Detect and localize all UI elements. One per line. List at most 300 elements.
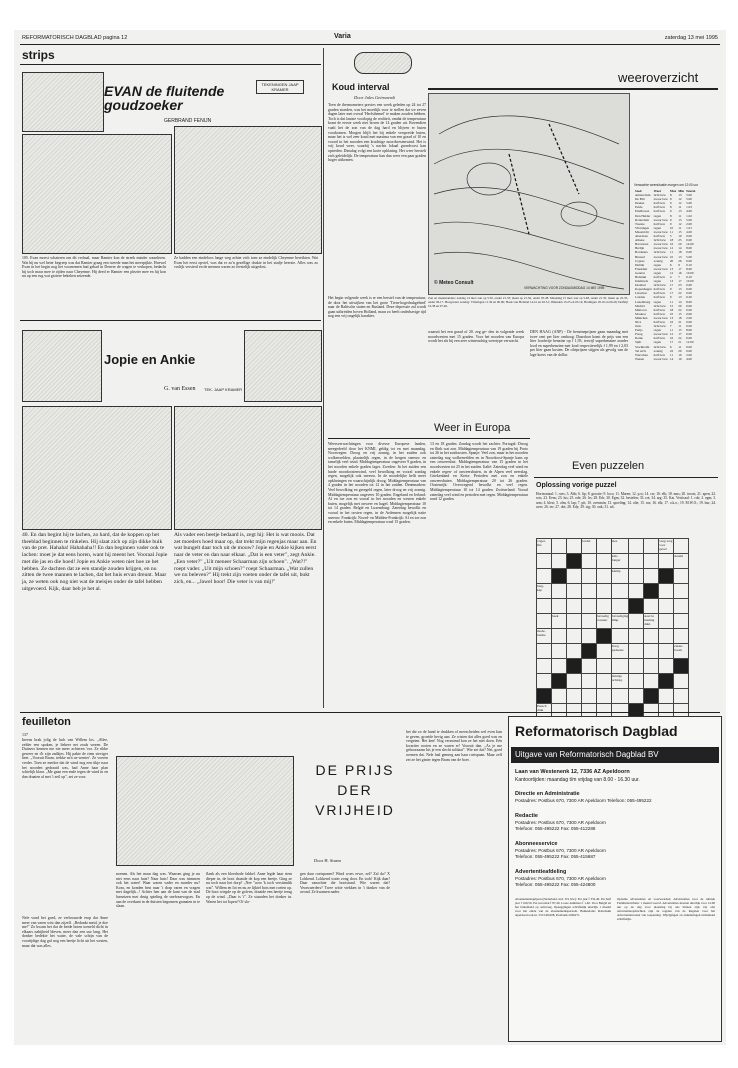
table-cell: half bew <box>653 320 666 324</box>
table-cell: 25 <box>678 238 682 243</box>
puzzle-cell[interactable] <box>674 659 689 674</box>
weeroverzicht-title: weeroverzicht <box>618 70 699 85</box>
evan-comic-panel-1 <box>22 134 172 254</box>
table-cell: 8.00 <box>686 246 692 251</box>
puzzle-cell[interactable]: vaag zorg voor gevel <box>659 539 674 554</box>
table-cell: zwaar bew <box>653 356 668 361</box>
weather-mid-text: waaruit het een graad of 20. zeg ge- den in volgende week noordwesten met 15 graden. Voor het noorden van Europa wordt het als bij een zeer winterachtig weertype verwacht. <box>428 330 524 344</box>
table-cell: 18 <box>678 315 682 320</box>
puzzle-cell[interactable] <box>552 659 567 674</box>
puzzle-cell[interactable] <box>582 599 597 614</box>
puzzle-cell[interactable] <box>567 674 582 689</box>
puzzle-cell[interactable] <box>629 569 644 584</box>
evan-text-left: 105. Evan moest schateren om dit verhaal, maar Ramier kon de streek minder waarderen. Wat hij nu wel beter begreep was dat Ramier graag een tweede man het meerpijkte. Hoewel Evan in het begin nog het voornemen had gehad in Denver de wagen te verkopen, bedacht hij toch maar mee te rijden naar Cheyenne. Hij deed er Ramier een plezier mee en hij kon nu op een rug wat grotere bekeken zeizende. <box>22 256 166 279</box>
table-cell: 22 <box>678 336 682 341</box>
puzzle-grid-row <box>537 614 689 629</box>
table-cell: regen <box>653 299 661 304</box>
table-cell: Split <box>635 340 642 345</box>
puzzle-cell[interactable]: kilo- langer <box>612 554 629 569</box>
puzzle-cell[interactable]: mode- laatste <box>537 629 552 644</box>
puzzle-cell[interactable] <box>659 644 674 659</box>
puzzle-cell[interactable] <box>674 674 689 689</box>
puzzle-cell[interactable] <box>552 629 567 644</box>
puzzle-cell[interactable] <box>659 689 674 704</box>
puzzle-cell[interactable] <box>629 659 644 674</box>
puzzle-cell[interactable]: vogel- file <box>537 539 552 554</box>
table-cell: half bew <box>653 234 666 239</box>
puzzle-cell[interactable] <box>567 614 582 629</box>
table-cell: half bew <box>653 336 666 341</box>
puzzle-cell[interactable] <box>644 689 659 704</box>
table-cell: 0.00 <box>686 311 692 316</box>
table-cell: 1.03 <box>686 205 692 210</box>
puzzle-cell[interactable] <box>567 689 582 704</box>
table-cell: 11 <box>669 229 674 234</box>
table-cell: Eelde <box>635 205 643 210</box>
weather-map-isobars <box>429 94 629 294</box>
puzzle-cell[interactable] <box>644 674 659 689</box>
table-cell: 8.00 <box>686 266 692 271</box>
puzzle-cell[interactable] <box>659 599 674 614</box>
puzzle-cell[interactable] <box>597 689 612 704</box>
puzzle-cell[interactable] <box>597 569 612 584</box>
puzzle-cell[interactable] <box>674 629 689 644</box>
puzzle-cell[interactable] <box>567 584 582 599</box>
table-cell: 12 <box>669 332 674 337</box>
table-cell: Bordeaux <box>635 250 648 255</box>
table-cell: 10.00 <box>686 270 694 275</box>
puzzle-cell[interactable] <box>597 659 612 674</box>
table-cell: Tel Aviv <box>635 348 647 353</box>
table-cell: 8 <box>669 213 672 218</box>
puzzle-cell[interactable] <box>644 539 659 554</box>
puzzle-cell[interactable] <box>552 554 567 569</box>
weather-table-box <box>634 189 720 489</box>
table-cell: 7 <box>669 324 672 329</box>
table-cell: Rotterdam <box>635 217 649 222</box>
table-cell: 22 <box>678 307 682 312</box>
table-cell: 14 <box>678 299 682 304</box>
puzzle-cell[interactable] <box>629 644 644 659</box>
puzzle-cell[interactable] <box>612 599 629 614</box>
puzzle-cell[interactable] <box>597 539 612 554</box>
puzzle-cell[interactable] <box>597 599 612 614</box>
header-rule <box>20 44 720 45</box>
newspaper-page <box>14 30 726 1045</box>
puzzle-cell[interactable]: steuntl <box>674 554 689 569</box>
table-caption: Verwachte weersituatie morgen om 12:00 uur <box>634 183 699 187</box>
table-cell: regen <box>653 225 661 230</box>
puzzle-cell[interactable] <box>659 554 674 569</box>
puzzle-cell[interactable] <box>629 599 644 614</box>
evan-title: EVAN de fluitende goudzoeker <box>104 83 225 113</box>
puzzle-cell[interactable]: bevrediging limp. <box>612 614 629 629</box>
table-cell: 13 <box>678 209 682 214</box>
table-cell: 15 <box>669 303 674 308</box>
colophon-publisher: Uitgave van Reformatorisch Dagblad BV <box>511 747 719 763</box>
europa-rule <box>328 438 530 439</box>
puzzle-cell[interactable] <box>552 599 567 614</box>
table-cell: 9 <box>669 287 672 292</box>
feuilleton-col3: noenen. Als het maar dag was. Waarom ging je nu niet eens naar huis? Naar huis! Daar was trimmen ook het water! Waar waren vader en moeder nu? Kom, en konden best naar 't dorp varen en vragen met dagelijk...! Achter hen aan de kant van de stad harsetzen met druig spieling de snelvaarvogses. En aan de overkant in de duisten begonnen granaten in te slaan. <box>116 872 200 909</box>
puzzle-cell[interactable]: mistige achtrag. <box>612 674 629 689</box>
puzzle-cell[interactable] <box>644 644 659 659</box>
puzzle-cell[interactable] <box>567 659 582 674</box>
strips-rule <box>20 64 321 65</box>
table-cell: 5.00 <box>686 254 692 259</box>
table-cell: 5.00 <box>686 217 692 222</box>
table-cell: half bew <box>653 291 666 296</box>
table-cell: half bew <box>653 287 666 292</box>
jopie-girl-drawing <box>22 330 102 402</box>
table-cell: licht bew <box>653 250 666 255</box>
table-cell: 12 <box>678 197 682 202</box>
feuilleton-number: 137 <box>22 732 28 737</box>
puzzle-cell[interactable] <box>552 569 567 584</box>
puzzle-cell[interactable] <box>612 659 629 674</box>
table-cell: 6.00 <box>686 332 692 337</box>
table-cell: zonnig <box>653 348 663 353</box>
puzzle-cell[interactable] <box>567 539 582 554</box>
table-cell: Warschau <box>635 352 648 357</box>
puzzle-cell[interactable] <box>629 629 644 644</box>
koud-text-2: Het begin volgende week is er een herstel van de temperatuur, de door het uitwijken van het grote 'Tiern-hogedrukgebied' naar de Baltische staten en Rusland. Deze depressie zal wordt gaan uitbreiden boven Holland, maar zo heeft onderhavige tijd nog een vrij ongelijk karakter. <box>328 296 426 319</box>
feuilleton-col4: flank als een bloedrode fakkel. Anne legde haar riem dieper in, de boot draaide de kop een beetje. Ging ze nu toch naar het dorp? „Nee "ooro 'k toch verstinnlik wat". Willem en Iot en nu ze lijktel bots met roeien op. De boot wiegde op de golven, draaide een heetje terug op de wind. „Daar is 't". Ze stuurden het donker in. Waren het tot Iopen? Of slo- <box>206 872 292 904</box>
puzzle-cell[interactable] <box>567 569 582 584</box>
puzzle-cell[interactable] <box>644 569 659 584</box>
colophon-address: Laan van Westenenk 12, 7336 AZ Apeldoorn <box>515 769 630 775</box>
puzzle-cell[interactable] <box>659 614 674 629</box>
table-cell: Cyprus <box>635 258 645 263</box>
evan-comic-panel-2 <box>174 126 322 254</box>
table-cell: 11 <box>678 324 682 329</box>
feuilleton-title: DE PRIJS DER VRIJHEID <box>315 762 395 818</box>
puzzle-cell[interactable] <box>552 644 567 659</box>
puzzle-cell[interactable] <box>629 584 644 599</box>
puzzle-solution-text: Horizontaal: 1. roes; 3. Abb; 6. lip; 8. grootte; 9. loco; 11. Maren; 12. p.st; 14. csr; 16. elk; 18. mus; 20. troost; 21. apen; 22. rots; 23. Eens; 23. lus; 25. ode; 26. lrs; 28. Erk; 30. Egm; 32. bestelen; 33. rot; 34. arg; 35. Kat. Verticaal: 1. rob; 2. egm; 3. arm; 4. blest; 5. olm; 6. lap; 7. pit; 10. ovenmin; 13. spoeling; 14. olie; 15. rus; 16. elk; 17. o.k.o.; 19. M.W.O.; 19. bur; 24. uver; 26. ter; 27. obt; 28. Edy; 29. stg; 30. onk; 31. aft. <box>536 492 716 510</box>
table-cell: 15 <box>678 328 682 333</box>
table-cell: 26 <box>678 258 682 263</box>
puzzle-cell[interactable]: zuster- boom <box>674 644 689 659</box>
puzzle-cell[interactable]: bevredig coureur <box>597 614 612 629</box>
table-cell: zonnig <box>653 258 663 263</box>
table-cell: Nice <box>635 320 642 324</box>
weather-table-header-cell: Min <box>678 189 685 193</box>
map-source: © Meteo Consult <box>434 280 474 286</box>
puzzle-cell[interactable] <box>582 644 597 659</box>
puzzle-cell[interactable] <box>612 584 629 599</box>
puzzle-cell[interactable] <box>629 539 644 554</box>
table-cell: 23 <box>678 283 682 288</box>
table-cell: 0.00 <box>686 348 692 353</box>
koud-title: Koud interval <box>332 82 390 92</box>
weather-table-body <box>634 193 697 361</box>
table-cell: Mallorca <box>635 307 647 312</box>
table-cell: regen <box>653 213 661 218</box>
puzzle-cell[interactable] <box>537 569 552 584</box>
table-cell: 0.00 <box>686 344 692 349</box>
table-cell: licht bew <box>653 303 666 308</box>
table-cell: 0.00 <box>686 238 692 243</box>
puzzle-cell[interactable] <box>552 674 567 689</box>
puzzle-cell[interactable] <box>582 554 597 569</box>
puzzle-grid-row <box>537 584 689 599</box>
puzzle-cell[interactable] <box>537 689 552 704</box>
puzzle-cell[interactable] <box>567 554 582 569</box>
table-cell: 10 <box>678 234 682 239</box>
puzzle-cell[interactable] <box>629 554 644 569</box>
jopie-comic-panel-1 <box>22 406 172 530</box>
jopie-comic-panel-2 <box>174 406 322 530</box>
table-cell: half bew <box>653 295 666 300</box>
adv-head: Advertentieafdeling <box>515 869 567 875</box>
jopie-rule <box>20 320 321 321</box>
puzzle-cell[interactable] <box>674 599 689 614</box>
puzzle-cell[interactable] <box>552 689 567 704</box>
feuilleton-photo <box>116 756 294 866</box>
puzzle-cell[interactable] <box>644 599 659 614</box>
jopie-credit: G. van Essen <box>164 386 196 392</box>
table-cell: Deelen <box>635 201 645 206</box>
table-cell: 14 <box>678 246 682 251</box>
puzzle-cell[interactable] <box>582 689 597 704</box>
puzzle-cell[interactable] <box>659 629 674 644</box>
puzzle-cell[interactable]: beek <box>552 614 567 629</box>
table-cell: Barcelona <box>635 242 649 247</box>
puzzle-cell[interactable] <box>597 554 612 569</box>
puzzle-cell[interactable] <box>582 569 597 584</box>
puzzle-cell[interactable] <box>582 629 597 644</box>
table-cell: 22 <box>669 348 674 353</box>
table-cell: zwaar bew <box>653 266 668 271</box>
koud-text: Toen de thermometers precies een week geleden op 24 tot 27 graden stonden, was het moeilijk voor te stellen dat we zeven dagen later met overal 'Herfsthemel' te maken zouden hebben. Toch is dat laatste voorlopig de realiteit, omdat de temperatuur komt de eerste week niet boven de 14 graden uit. Bovendien vaalt het de zon van de dag hard en blijven er buien voorkomen. Morgen blijft het bij enkele verspreide buien, maar het is wel zeer koud met maxima van een graad of 10 en vooral in het noorden een krachtige noordwestenwind. Het is vrij koud weer, waarbij 's nachts lokaal grondvorst kan optreden. Dinsdag volgt een korte opklaring. Het weer herstelt zich geleidelijk. De temperatuur kan dan weer een paar graden hoger uitkomen. <box>328 103 426 163</box>
weather-table-header-cell: Stad <box>635 189 642 193</box>
table-cell: 9 <box>669 197 672 202</box>
puzzle-cell[interactable] <box>567 599 582 614</box>
table-cell: 12 <box>669 270 674 275</box>
adv-text: Postadres: Postbus 670, 7300 AR Apeldoorn Telefoon: 055-495222 Fax: 055-424800 <box>515 876 606 887</box>
table-cell: 21 <box>678 320 682 324</box>
table-cell: 4 <box>669 274 672 279</box>
table-cell: 6 <box>669 262 672 267</box>
colophon-small-left: Abonnementsprijzen (Nederland, incl. 6% btw): Per jaar f 332,40. Per half jaar f 169,50. Per kwartaal f 87,40. Losse nummers f 1,40. Voor België en het buitenland op aanvraag. Opzeggingen schriftelijk uiterlijk 1 maand voor het einde van de abonnementsperiode. Bankrelatie: Rabobank Apeldoorn rek.nr. 3313.48.608, Postbank 2266271. <box>515 897 611 917</box>
feuilleton-col5: gen daar roeispanen? Wind woes erwe, zel? Zal da? X Lokkend. Lokkend water zong door. En toch! Kijk daar! Daar vanachter die bootstand. Wie waren dat? Verawaerders? Twee witte viekken in 't donker van de avond. Ze kwamen nader. <box>300 872 390 895</box>
puzzle-cell[interactable] <box>537 644 552 659</box>
table-cell: licht bew <box>653 238 666 243</box>
table-cell: 6 <box>669 344 672 349</box>
table-cell: 2.00 <box>686 315 692 320</box>
table-cell: Genève <box>635 270 646 275</box>
puzzle-cell[interactable] <box>659 584 674 599</box>
table-cell: zwaar bew <box>653 217 668 222</box>
weather-map <box>428 93 630 295</box>
column-divider <box>323 48 324 708</box>
puzzle-cell[interactable] <box>567 644 582 659</box>
table-cell: 5.00 <box>686 197 692 202</box>
puzzle-cell[interactable] <box>674 539 689 554</box>
table-cell: Eindhoven <box>635 209 650 214</box>
table-cell: 12 <box>678 201 682 206</box>
table-cell: Wenen <box>635 356 645 361</box>
table-cell: 8.00 <box>686 328 692 333</box>
puzzle-cell[interactable]: slee <box>612 539 629 554</box>
table-cell: zwaar bew <box>653 315 668 320</box>
table-cell: 17 <box>678 279 682 284</box>
table-cell: regen <box>653 262 661 267</box>
puzzle-cell[interactable] <box>597 644 612 659</box>
puzzle-cell[interactable] <box>629 689 644 704</box>
table-cell: 10 <box>669 254 674 259</box>
table-cell: Maastricht <box>635 229 650 234</box>
puzzle-cell[interactable] <box>674 614 689 629</box>
puzzle-cell[interactable]: steel in leuning dakl. <box>644 614 659 629</box>
table-cell: Madrid <box>635 303 645 308</box>
puzzle-grid-box <box>536 538 716 712</box>
puzzle-cell[interactable] <box>644 659 659 674</box>
table-cell: Innsbruck <box>635 279 649 284</box>
puzzle-cell[interactable] <box>659 674 674 689</box>
puzzle-cell[interactable] <box>644 584 659 599</box>
table-cell: Helsinki <box>635 274 647 279</box>
puzzle-cell[interactable] <box>674 584 689 599</box>
puzzle-cell[interactable] <box>597 584 612 599</box>
table-cell: 18 <box>678 250 682 255</box>
table-cell: 16 <box>669 336 674 341</box>
table-cell: half bew <box>653 221 666 226</box>
puzzle-cell[interactable] <box>582 614 597 629</box>
puzzle-cell[interactable]: hoog gedeeste <box>612 644 629 659</box>
weather-table-header-cell: Weer <box>653 189 662 193</box>
puzzle-cell[interactable] <box>597 629 612 644</box>
table-cell: zwaar bew <box>653 242 668 247</box>
table-cell: regen <box>653 340 661 345</box>
puzzle-cell[interactable] <box>659 659 674 674</box>
table-cell: 14 <box>669 356 674 361</box>
table-cell: 0.00 <box>686 320 692 324</box>
table-cell: 9 <box>669 217 672 222</box>
table-cell: 5.00 <box>686 201 692 206</box>
abo-text: Postadres: Postbus 670, 7300 AR Apeldoorn Telefoon: 055-495222 Fax: 055-415687 <box>515 848 606 859</box>
jopie-text-right: Als vader een beetje bedaard is, zegt hij: Het is wat moois. Dat zet moeders hoed maar op, dat trekt mijn regenjas maar aan. En wat bungelt daar toch uit de mouw? Jopie en Ankie kijken eerst naar de veter en dan naar elkaar. „Dat is een veter", zegt Ankie. „Een veter?" „Uit meneer Schaarman zijn schoen". „Wat?!" roept vader. „Uit mijn schoen?" roept Schaarman. „Wat zullen we nu beleven?" Hij trekt zijn voeten onder de tafel uit, bukt zich, en... „Jawel hoor! Die veter is van mij!" <box>174 532 317 585</box>
table-cell: 13 <box>669 279 674 284</box>
puzzle-cell[interactable] <box>644 629 659 644</box>
feuilleton-col6: het die zo de hand te drukken of meescheiden wel even kun te geven, groeide hevig aan. Ze wisten dat alles goed was en vergeten. Het ken! Nog verzuimd kon ze het niet doen. Eén kwartier rooien en ze waren er! Vooruit dan. „As je me gehoorzaam bis je een slecht soldaat". Wie zei dat? Net, goed roemen dat. Nele had gemerg aan haar roeispaan. Maar zelf zei ze het ginter tegen Bram van de boer. <box>406 730 502 762</box>
table-cell: 13 <box>678 287 682 292</box>
table-cell: 0.00 <box>686 287 692 292</box>
puzzle-grid-row <box>537 539 689 554</box>
puzzle-cell[interactable] <box>537 659 552 674</box>
table-cell: 0.00 <box>686 283 692 288</box>
table-cell: regen <box>653 270 661 275</box>
puzzle-cell[interactable] <box>644 554 659 569</box>
jopie-text-left: 40. En dan begint hij te lachen, zo hard, dat de koppen op het theeblad beginnen te rinkelen. Hij slaat zich op zijn dikke buik van de pret. Hahaha! Hahahaha!! En dan beginnen vader ook te lachen: moet je dat eens horen, want hij meent het. Vooraal Jopie met die jas en die hoed! Jopie en Ankie weten niet hoe ze het hebben. Ze dachten dat ze een standje zouden krijgen, en nu zitten de twee mannen te lachen, dat het huis ervan dreunt. Maar ja, ze weten ook nog niet wat de meisjes onder de tafel hebben uitgevoerd. Kijk, daar heb je het al. <box>22 532 168 592</box>
puzzle-cell[interactable] <box>567 629 582 644</box>
table-cell: 16 <box>669 242 674 247</box>
puzzle-cell[interactable] <box>612 629 629 644</box>
table-cell: Twente <box>635 221 645 226</box>
table-cell: De Bilt <box>635 197 645 202</box>
puzzle-cell[interactable] <box>659 569 674 584</box>
evan-text-right: Ze hadden een eindeloos lange weg achter zich toen ze eindelijk Cheyenne bereikten. Wat Evan het eerst opviel, was dat er zo'n gezellige drukte in het stadje heerste. Alles was zo vrolijk versierd en de mensen waren zo feestelijk uitgedost. <box>174 256 318 270</box>
puzzle-cell[interactable] <box>582 674 597 689</box>
feuilleton-col2: Nele vond het goed, ze verbrouwde erop dat Anne meer van varen wist dan zijzelf. „Bedankt meid, je doe me!" Zo kwam het dat de beide boten toeneld dicht in elkaars nabijheid bleven, meer dan een uur lang. Het donker bedekte het water, de vale schijn van de voortijdige dag gaf nog een beetje licht uit het westen, maar dat was alles. <box>22 916 108 948</box>
map-text: Zon en maanstanden: zondag 14 mei: zon op 5.50, onder 21.33; maan op 21.56, onder 05.28. Maandag 15 mei: zon op 5.48, onder 21.35; maan op 22.35, onder 06.17. Hoogwater zondag: Vlissingen 11.36 en 00.06; Hoek van Holland 14.41 en 02.51; IJmuiden 15.25 en 03.14; Harlingen 18.10 en 06.26; Delfzijl 19.38 en 07.46. <box>428 296 628 308</box>
table-cell: half bew <box>653 311 666 316</box>
puzzle-grid-row <box>537 644 689 659</box>
puzzle-cell[interactable] <box>537 599 552 614</box>
colophon-title: Reformatorisch Dagblad <box>515 723 678 739</box>
table-cell: 0.00 <box>686 291 692 296</box>
colophon-box <box>508 716 722 1042</box>
puzzle-cell[interactable] <box>552 539 567 554</box>
puzzle-cell[interactable] <box>537 614 552 629</box>
weather-table <box>634 189 697 361</box>
table-cell: 9 <box>678 262 680 267</box>
table-cell: 20 <box>678 303 682 308</box>
cloud-drawing <box>354 52 412 74</box>
puzzle-cell[interactable] <box>597 674 612 689</box>
koud-author: Door Jules Geirnaerdt <box>354 95 395 100</box>
red-text: Postadres: Postbus 670, 7300 AR Apeldoorn Telefoon: 055-495222 Fax: 055-412288 <box>515 820 606 831</box>
table-cell: 10 <box>669 311 674 316</box>
table-cell: 0.00 <box>686 336 692 341</box>
puzzle-cell[interactable] <box>629 674 644 689</box>
table-cell: 13 <box>669 266 674 271</box>
feuilleton-rule <box>20 712 720 713</box>
europa-text-2: 13 en 18 graden. Zondag wordt het zachter. Portugal: Droog en flink wat zon. Middagtemperatuur van 19 graden bij Porto tot 26 in het zuidoosten. Spanje: Veel zon, maar in het noorden zaterdag nog wolkenvelden en in Noordoost-Spanje kans op een onweersbui. Middagtemperatuur van 15 graden in het noordwesten tot 25 in het zuiden. Italië: Zaterdag veel wind en enkele regen- of onweersbuien, in de Alpen veel neerslag. Griekenland en Kreta: Perioden met zon en enkele onweersbuien. Middagtemperatuur 20 tot 26 graden. Oostenrijk: Overwegend bewolkt en veel regen. Middagtemperatuur 10 tot 14 graden. Zwitserland: Vooral zaterdag veel wind en perioden met regen. Middagtemperatuur rond 12 graden. <box>430 442 528 502</box>
table-cell: 12.00 <box>686 340 694 345</box>
evan-artist: TEKENINGEN JAAP KRAMER <box>256 80 304 94</box>
table-cell: 2.00 <box>686 221 692 226</box>
table-cell: Rome <box>635 336 643 341</box>
table-cell: 13 <box>669 315 674 320</box>
puzzle-cell[interactable] <box>537 554 552 569</box>
puzzle-cell[interactable]: Paasch druk <box>537 704 552 719</box>
puzzle-cell[interactable]: berg- kap <box>537 584 552 599</box>
table-cell: 17 <box>678 332 682 337</box>
table-cell: 9 <box>669 295 672 300</box>
table-cell: 11 <box>678 213 682 218</box>
puzzle-cell[interactable] <box>582 584 597 599</box>
table-cell: half bew <box>653 209 666 214</box>
table-cell: 10.00 <box>686 279 694 284</box>
table-cell: 7 <box>678 274 680 279</box>
table-cell: 11 <box>678 344 682 349</box>
table-cell: half bew <box>653 205 666 210</box>
ankie-girl-drawing <box>244 330 322 402</box>
table-cell: Parijs <box>635 328 643 333</box>
strips-label: strips <box>22 48 55 62</box>
table-cell: 13 <box>678 193 682 198</box>
table-cell: Athene <box>635 238 645 243</box>
puzzle-cell[interactable] <box>552 584 567 599</box>
table-cell: 18 <box>669 238 674 243</box>
puzzle-cell[interactable] <box>537 674 552 689</box>
puzzle-cell[interactable]: lovdel <box>582 539 597 554</box>
table-cell: 11 <box>669 250 674 255</box>
table-cell: 1.01 <box>686 225 692 230</box>
puzzle-cell[interactable] <box>612 689 629 704</box>
table-cell: 14.00 <box>686 242 694 247</box>
table-cell: 11 <box>669 299 674 304</box>
puzzle-cell[interactable] <box>629 614 644 629</box>
abo-head: Abonneeservice <box>515 841 558 847</box>
puzzle-cell[interactable] <box>674 689 689 704</box>
jopie-artist: TEK. JAAP KRAMER <box>204 387 243 392</box>
puzzle-cell[interactable] <box>582 659 597 674</box>
puzzle-cell[interactable] <box>674 569 689 584</box>
puzzle-cell[interactable]: klemp <box>612 569 629 584</box>
